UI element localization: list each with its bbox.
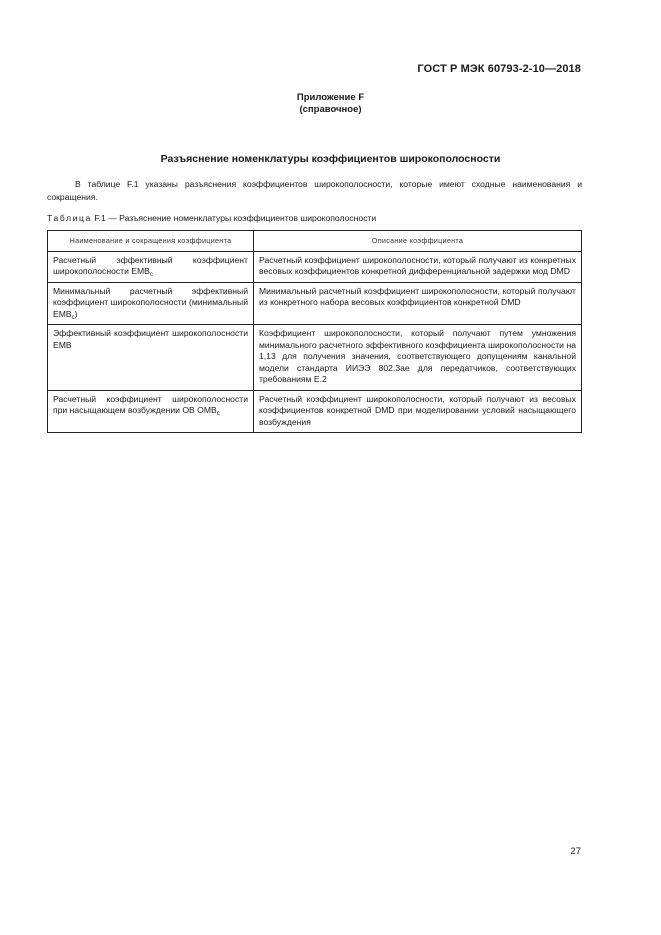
coefficient-subscript: c bbox=[71, 314, 75, 321]
table-caption-label: Таблица bbox=[47, 213, 92, 223]
coefficient-name: Минимальный расчетный эффективный коэффициент широкополосности (минимальный EMB bbox=[53, 285, 248, 319]
coefficient-description: Расчетный коэффициент широкополосности, который получают из конкретных весовых коэффициентов конкретной дифференциальной задержки мод DMD bbox=[254, 251, 582, 282]
table-row bbox=[48, 390, 582, 433]
table-header-row bbox=[48, 231, 582, 252]
appendix-type: (справочное) bbox=[299, 104, 362, 115]
coefficient-subscript: c bbox=[149, 272, 153, 278]
standard-number: ГОСТ Р МЭК 60793-2-10—2018 bbox=[417, 63, 581, 75]
table-row bbox=[48, 251, 582, 282]
table-caption-text: F.1 — Разъяснение номенклатуры коэффициентов широкополосности bbox=[94, 213, 377, 223]
section-title: Разъяснение номенклатуры коэффициентов широкополосности bbox=[160, 153, 501, 165]
coefficient-name: Расчетный эффективный коэффициент широкополосности EMB bbox=[53, 254, 248, 276]
column-header-description: Описание коэффициента bbox=[254, 231, 582, 252]
coefficient-name-cell bbox=[48, 282, 254, 325]
table-row bbox=[48, 282, 582, 325]
table-caption bbox=[47, 213, 376, 223]
coefficient-description: Расчетный коэффициент широкополосности, который получают из весовых коэффициентов конкретной DMD при моделировании условий насыщающего возбуждения bbox=[254, 390, 582, 433]
coefficient-name-cell bbox=[48, 325, 254, 391]
coefficient-name-suffix: ) bbox=[74, 308, 78, 319]
page-number: 27 bbox=[570, 846, 581, 857]
coefficient-name-cell bbox=[48, 251, 254, 282]
column-header-name: Наименование и сокращения коэффициента bbox=[48, 231, 254, 252]
coefficient-description: Минимальный расчетный коэффициент широкополосности, который получают из конкретного набора весовых коэффициентов конкретной DMD bbox=[254, 282, 582, 325]
coefficient-subscript: c bbox=[216, 411, 220, 417]
nomenclature-table bbox=[47, 230, 582, 433]
coefficient-name-cell bbox=[48, 390, 254, 433]
coefficient-name: Эффективный коэффициент широкополосности EMB bbox=[53, 328, 248, 350]
coefficient-name: Расчетный коэффициент широкополосности при насыщающем возбуждении OB OMB bbox=[53, 393, 248, 415]
appendix-title: Приложение F bbox=[296, 92, 365, 103]
table-row bbox=[48, 325, 582, 391]
appendix-heading bbox=[0, 92, 661, 116]
coefficient-description: Коэффициент широкополосности, который получают путем умножения минимального расчетного эффективного коэффициента широкополосности на 1,13 для получения значения, соответствующего допущениям канальной модели стандарта ИИЭЭ 802.3ae для передатчиков, соответствующих требованиям E.2 bbox=[254, 325, 582, 391]
intro-paragraph: В таблице F.1 указаны разъяснения коэффициентов широкополосности, которые имеют сходные наименования и сокращения. bbox=[47, 179, 582, 202]
